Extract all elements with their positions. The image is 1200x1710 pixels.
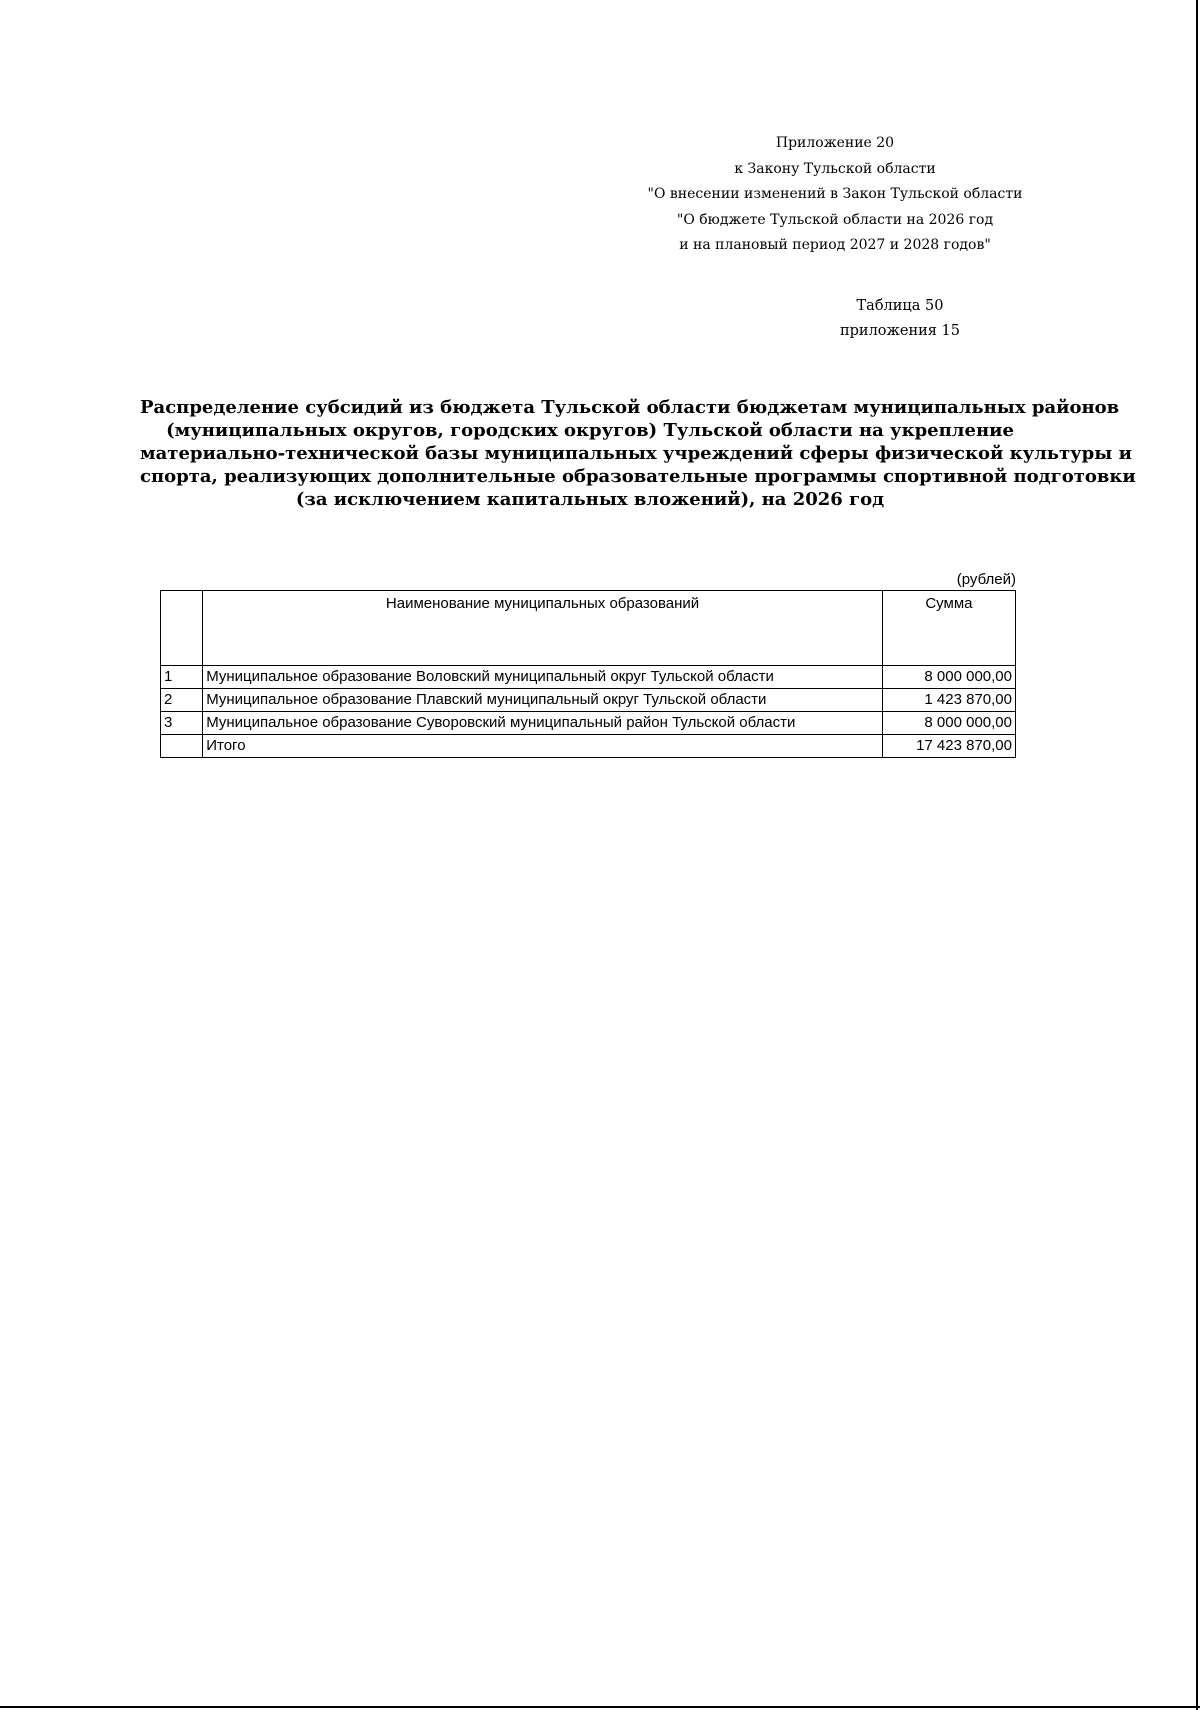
total-label: Итого [203,735,883,758]
title-line: материально-технической базы муниципальных учреждений сферы физической культуры и [140,443,1132,464]
header-name: Наименование муниципальных образований [203,591,883,666]
appendix-line: и на плановый период 2027 и 2028 годов" [679,237,991,253]
appendix-reference [600,131,1070,259]
appendix-line: Приложение 20 [775,135,895,151]
table-reference [820,294,980,344]
row-sum: 8 000 000,00 [882,666,1015,689]
table-row [161,712,1016,735]
table-row [161,666,1016,689]
row-sum: 8 000 000,00 [882,712,1015,735]
title-line: (за исключением капитальных вложений), на 2026 год [295,489,885,510]
title-line: Распределение субсидий из бюджета Тульской области бюджетам муниципальных районов [140,397,1120,418]
units-label: (рублей) [956,571,1016,588]
row-number: 1 [161,666,203,689]
row-sum: 1 423 870,00 [882,689,1015,712]
scan-edge-right [1196,0,1198,1710]
table-number: Таблица 50 [856,298,944,314]
row-number: 2 [161,689,203,712]
title-line: (муниципальных округов, городских округов) Тульской области на укрепление [166,420,1014,441]
document-title [140,396,1136,511]
total-sum: 17 423 870,00 [882,735,1015,758]
header-number [161,591,203,666]
header-sum: Сумма [882,591,1015,666]
appendix-line: "О бюджете Тульской области на 2026 год [676,211,994,228]
table-header-row [161,591,1016,666]
row-number: 3 [161,712,203,735]
row-name: Муниципальное образование Воловский муниципальный округ Тульской области [203,666,883,689]
title-line: спорта, реализующих дополнительные образовательные программы спортивной подготовки [140,466,1136,487]
total-number [161,735,203,758]
scan-edge-bottom [0,1706,1200,1708]
subsidy-table [160,590,1016,758]
total-row [161,735,1016,758]
row-name: Муниципальное образование Плавский муниципальный округ Тульской области [203,689,883,712]
table-row [161,689,1016,712]
appendix-line: к Закону Тульской области [734,160,936,177]
row-name: Муниципальное образование Суворовский муниципальный район Тульской области [203,712,883,735]
appendix-line: "О внесении изменений в Закон Тульской области [647,186,1023,202]
table-appendix: приложения 15 [839,323,960,339]
